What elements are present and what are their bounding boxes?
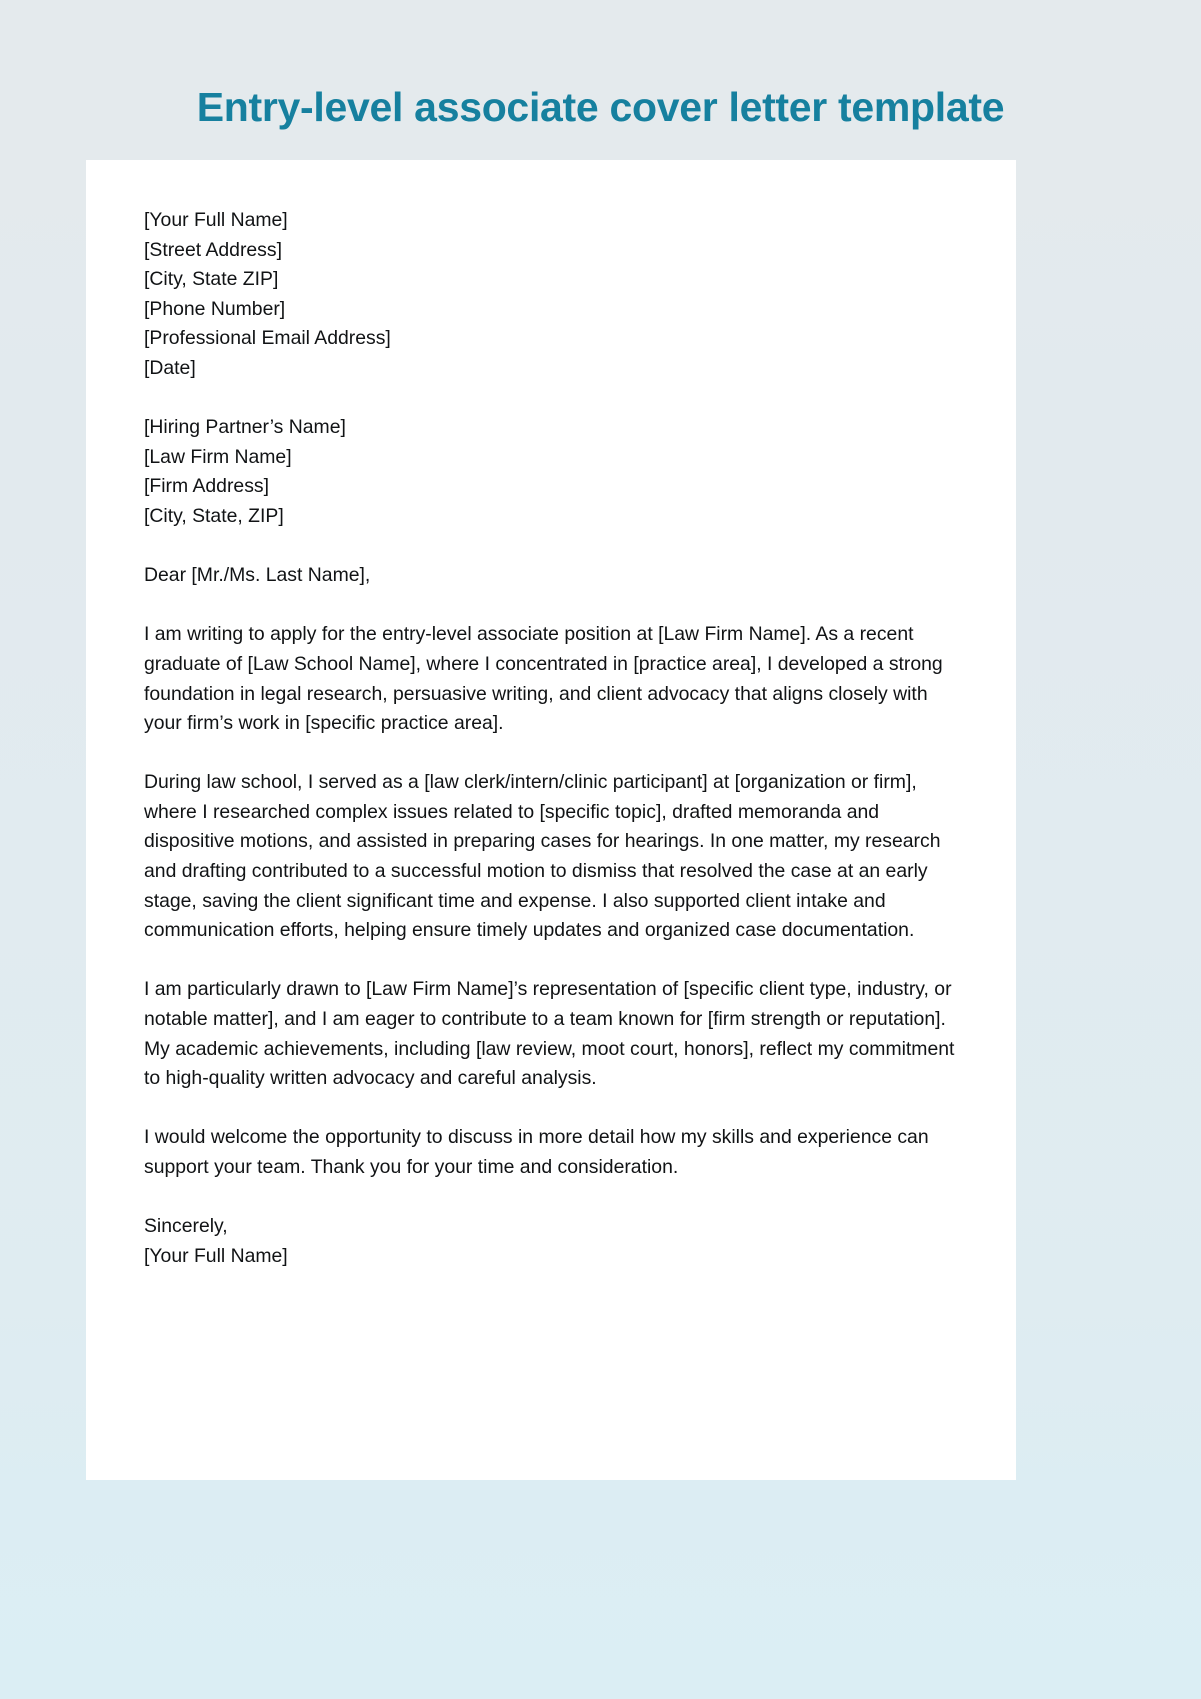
page-title: Entry-level associate cover letter template (196, 84, 1005, 131)
sender-line: [Professional Email Address] (144, 327, 391, 350)
sender-line: [Street Address] (144, 238, 282, 261)
sender-address-block (144, 206, 962, 384)
sender-line: [Date] (144, 356, 196, 379)
sender-line: [City, State ZIP] (144, 268, 279, 291)
cover-letter-document (86, 160, 1016, 1480)
recipient-line: [Law Firm Name] (144, 445, 292, 468)
recipient-address-block (144, 413, 962, 531)
body-paragraph-2: During law school, I served as a [law clerk/intern/clinic participant] at [organization or firm], where I researched complex issues related to [specific topic], drafted memoranda and dispositive motions, and assisted in preparing cases for hearings. In one matter, my research and drafting contributed to a successful motion to dismiss that resolved the case at an early stage, saving the client significant time and expense. I also supported client intake and communication efforts, helping ensure timely updates and organized case documentation. (144, 771, 946, 942)
body-paragraph-4: I would welcome the opportunity to discuss in more detail how my skills and experience can support your team. Thank you for your time and consideration. (144, 1126, 935, 1178)
recipient-line: [Hiring Partner’s Name] (144, 416, 346, 439)
body-paragraph-1: I am writing to apply for the entry-level associate position at [Law Firm Name]. As a recent graduate of [Law School Name], where I concentrated in [practice area], I developed a strong foundation in legal research, persuasive writing, and client advocacy that aligns closely with your firm’s work in [specific practice area]. (144, 623, 949, 735)
recipient-line: [Firm Address] (144, 475, 269, 498)
letter-body (144, 206, 962, 1271)
signature-line: [Your Full Name] (144, 1244, 288, 1267)
sender-line: [Your Full Name] (144, 209, 288, 231)
body-paragraph-3: I am particularly drawn to [Law Firm Name]’s representation of [specific client type, industry, or notable matter], and I am eager to contribute to a team known for [firm strength or reputation]. My academic achievements, including [law review, moot court, honors], reflect my commitment to high-quality written advocacy and careful analysis. (144, 978, 960, 1090)
closing-block (144, 1212, 962, 1271)
closing-line: Sincerely, (144, 1215, 228, 1238)
recipient-line: [City, State, ZIP] (144, 504, 284, 527)
sender-line: [Phone Number] (144, 297, 286, 320)
salutation: Dear [Mr./Ms. Last Name], (144, 564, 371, 587)
